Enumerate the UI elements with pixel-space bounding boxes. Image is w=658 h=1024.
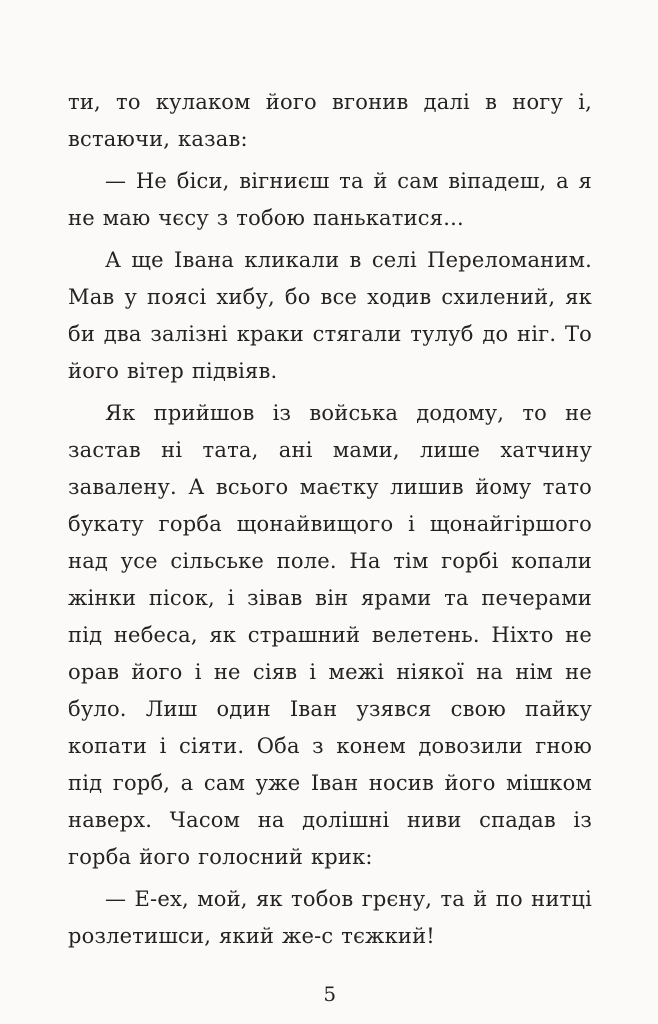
paragraph-continuation: ти, то кулаком його вгонив далі в ногу і, встаючи, казав:: [68, 90, 592, 151]
paragraph: Як прийшов із войська додому, то не застав ні тата, ані мами, лише хатчину завалену. А всього маєтку лишив йому тато букату горба щонайвищого і щонайгіршого над усе сільське поле. На тім горбі копали жінки пісок, і зівав він ярами та печерами під небеса, як страшний велетень. Ніхто не орав його і не сіяв і межі ніякої на нім не було. Лиш один Іван узявся свою пайку копати і сіяти. Оба з конем довозили гною під горб, а сам уже Іван носив його мішком наверх. Часом на долішні ниви спадав із горба його голосний крик:: [68, 401, 592, 869]
paragraph: А ще Івана кликали в селі Переломаним. Мав у поясі хибу, бо все ходив схилений, як би два залізні краки стягали тулуб до ніг. То його вітер підвіяв.: [68, 248, 592, 383]
paragraph-dialogue: — Е-ех, мой, як тобов грєну, та й по нитці розлетишси, який же-с тєжкий!: [68, 887, 592, 948]
page-number: 5: [323, 982, 337, 1006]
text-block: [68, 84, 592, 960]
paragraph-dialogue: — Не біси, вігниєш та й сам віпадеш, а я не маю чєсу з тобою панькатися...: [68, 169, 592, 230]
